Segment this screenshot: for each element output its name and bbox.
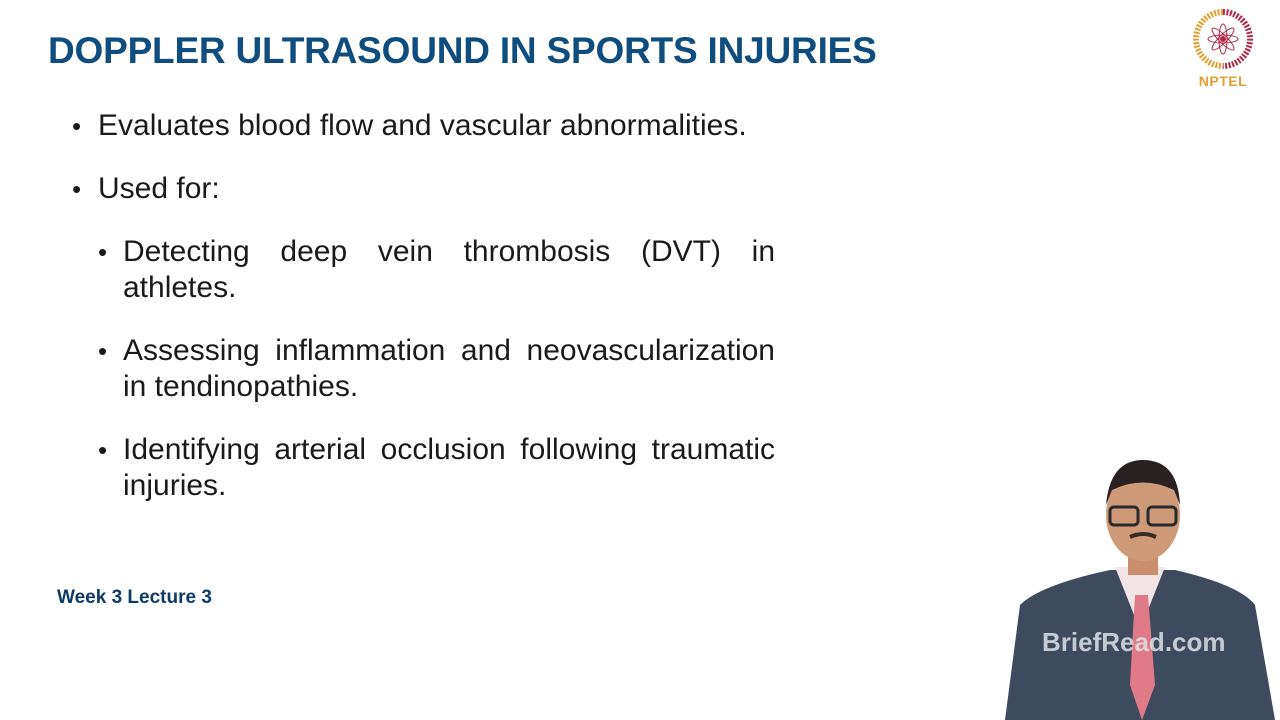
watermark: BriefRead.com [1042, 627, 1226, 657]
slide-title: DOPPLER ULTRASOUND IN SPORTS INJURIES [48, 30, 877, 71]
bullet-list [72, 108, 775, 531]
bullet-icon: • [98, 237, 108, 267]
sub-bullet-item [98, 234, 775, 306]
bullet-text: Used for: [98, 172, 220, 205]
bullet-text: Detecting deep vein thrombosis (DVT) in athletes. [123, 235, 775, 304]
bullet-text: Assessing inflammation and neovascularization in tendinopathies. [123, 334, 775, 403]
bullet-text: Identifying arterial occlusion following traumatic injuries. [123, 433, 775, 502]
nptel-emblem-icon [1192, 8, 1254, 70]
lecture-label: Week 3 Lecture 3 [57, 587, 212, 608]
bullet-text: Evaluates blood flow and vascular abnormalities. [98, 109, 747, 142]
nptel-logo [1190, 8, 1256, 89]
presenter-video [1000, 455, 1280, 720]
bullet-icon: • [98, 336, 108, 366]
bullet-icon: • [98, 435, 108, 465]
bullet-item [72, 108, 775, 144]
bullet-icon: • [72, 111, 82, 141]
logo-text: NPTEL [1198, 73, 1248, 89]
bullet-icon: • [72, 174, 82, 204]
bullet-item [72, 171, 775, 207]
sub-bullet-item [98, 333, 775, 405]
sub-bullet-item [98, 432, 775, 504]
